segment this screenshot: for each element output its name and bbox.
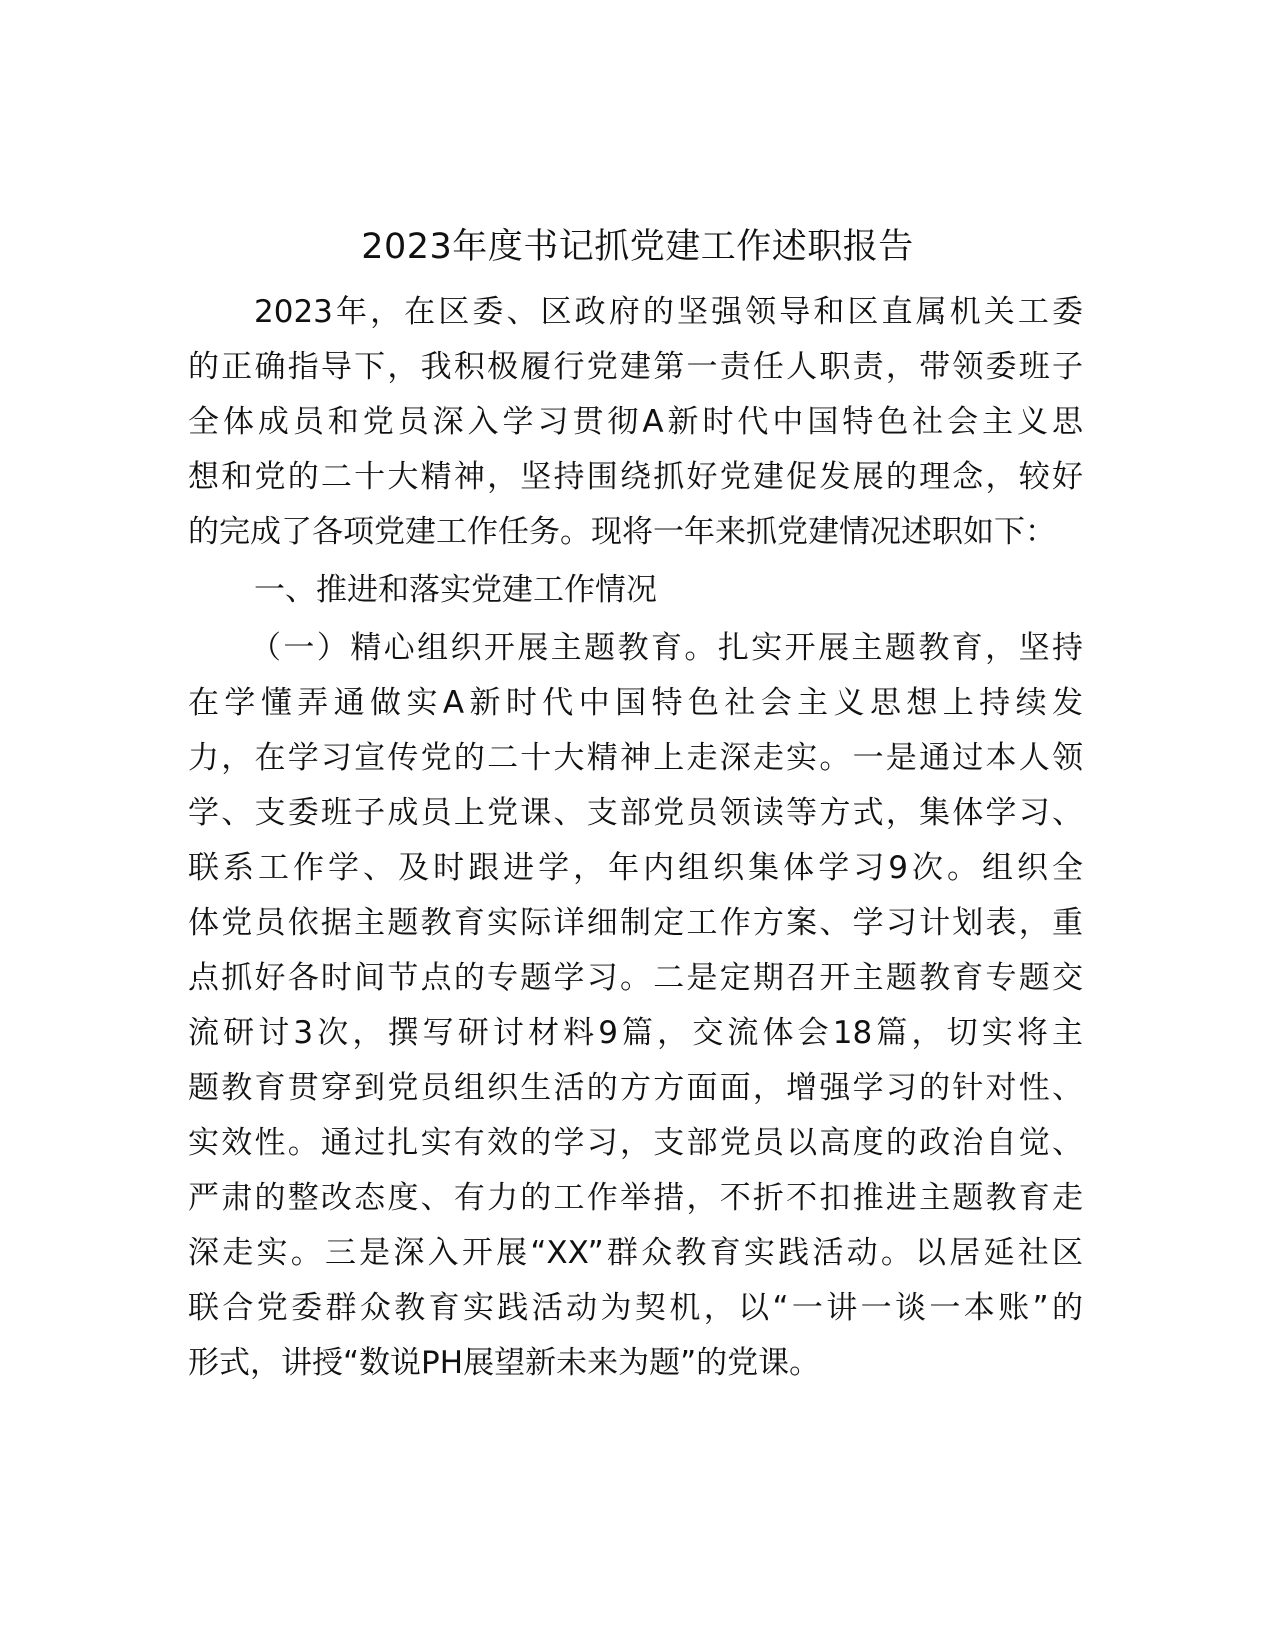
paragraph-line: 严肃的整改态度、有力的工作举措，不折不扣推进主题教育走 — [188, 1180, 1083, 1216]
section-heading: 一、推进和落实党建工作情况 — [254, 572, 657, 608]
paragraph-line: 2023年，在区委、区政府的坚强领导和区直属机关工委 — [254, 294, 1083, 330]
paragraph-line: 深走实。三是深入开展“XX”群众教育实践活动。以居延社区 — [188, 1235, 1083, 1271]
paragraph-line: 的完成了各项党建工作任务。现将一年来抓党建情况述职如下： — [188, 514, 1056, 550]
paragraph-line: 实效性。通过扎实有效的学习，支部党员以高度的政治自觉、 — [188, 1125, 1083, 1161]
paragraph-line: 点抓好各时间节点的专题学习。二是定期召开主题教育专题交 — [188, 960, 1083, 996]
paragraph-line: 力，在学习宣传党的二十大精神上走深走实。一是通过本人领 — [188, 740, 1083, 776]
paragraph-line: 的正确指导下，我积极履行党建第一责任人职责，带领委班子 — [188, 349, 1083, 385]
paragraph-line: （一）精心组织开展主题教育。扎实开展主题教育，坚持 — [250, 630, 1083, 666]
paragraph-line: 联合党委群众教育实践活动为契机，以“一讲一谈一本账”的 — [188, 1290, 1083, 1326]
paragraph-line: 全体成员和党员深入学习贯彻A新时代中国特色社会主义思 — [188, 404, 1083, 440]
paragraph-line: 学、支委班子成员上党课、支部党员领读等方式，集体学习、 — [188, 795, 1083, 831]
document-title: 2023年度书记抓党建工作述职报告 — [361, 227, 914, 267]
paragraph-line: 在学懂弄通做实A新时代中国特色社会主义思想上持续发 — [188, 685, 1083, 721]
paragraph-line: 题教育贯穿到党员组织生活的方方面面，增强学习的针对性、 — [188, 1070, 1083, 1106]
paragraph-line: 流研讨3次，撰写研讨材料9篇，交流体会18篇，切实将主 — [188, 1015, 1083, 1051]
paragraph-line: 联系工作学、及时跟进学，年内组织集体学习9次。组织全 — [188, 850, 1083, 886]
paragraph-line: 想和党的二十大精神，坚持围绕抓好党建促发展的理念，较好 — [188, 459, 1083, 495]
paragraph-line: 体党员依据主题教育实际详细制定工作方案、学习计划表，重 — [188, 905, 1083, 941]
paragraph-line: 形式，讲授“数说PH展望新未来为题”的党课。 — [188, 1345, 821, 1381]
